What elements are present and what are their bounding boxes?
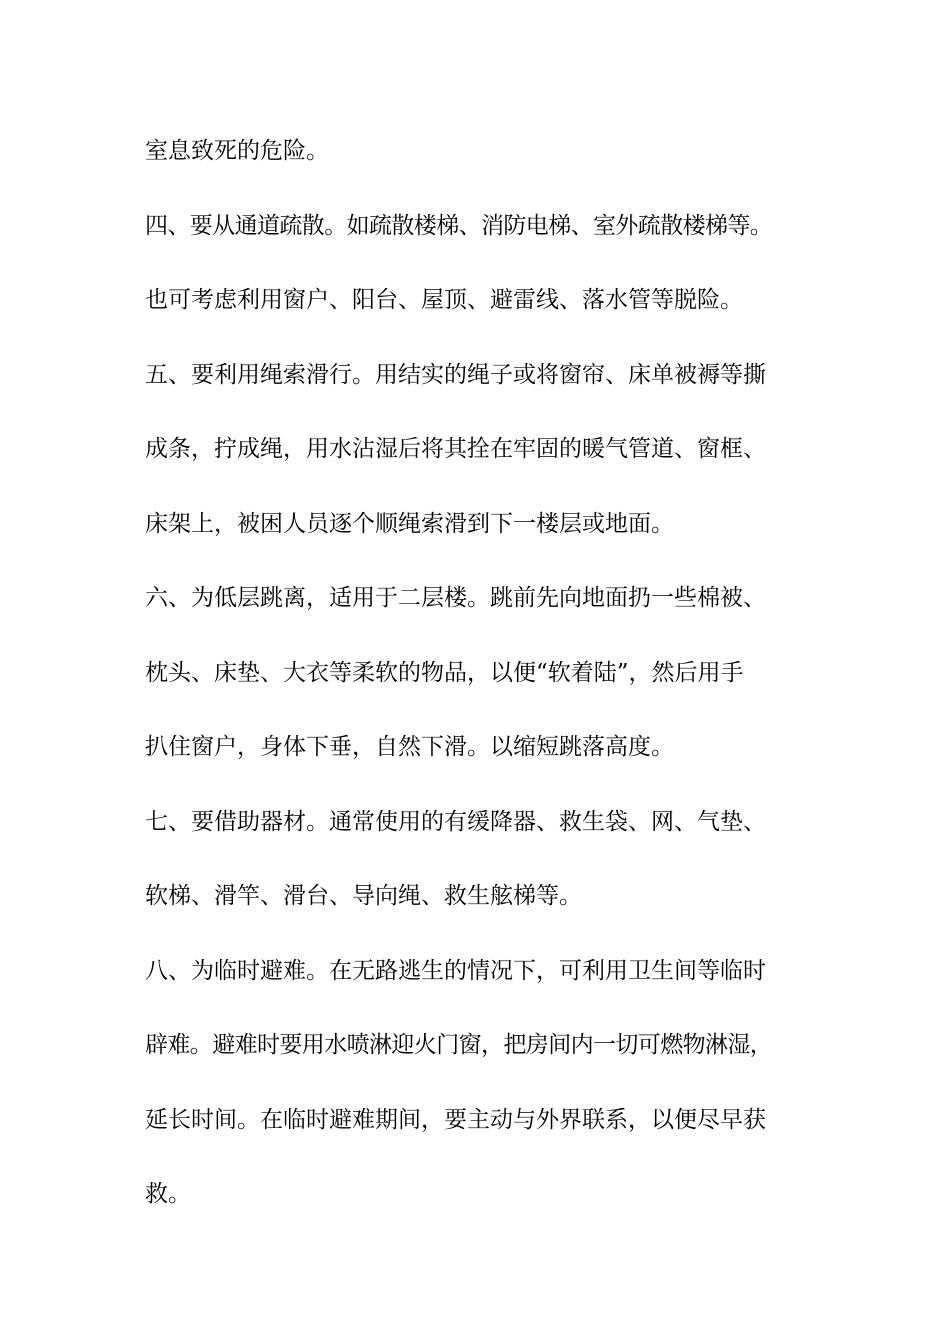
- text-line: 七、要借助器材。通常使用的有缓降器、救生袋、网、气垫、: [145, 808, 766, 835]
- text-line: 四、要从通道疏散。如疏散楼梯、消防电梯、室外疏散楼梯等。: [145, 212, 773, 239]
- text-line: 床架上，被困人员逐个顺绳索滑到下一楼层或地面。: [145, 510, 674, 537]
- text-line: 延长时间。在临时避难期间，要主动与外界联系，以便尽早获: [145, 1106, 766, 1133]
- text-line: 扒住窗户，身体下垂，自然下滑。以缩短跳落高度。: [145, 734, 674, 760]
- text-line: 五、要利用绳索滑行。用结实的绳子或将窗帘、床单被褥等撕: [145, 361, 766, 388]
- text-line: 成条，拧成绳，用水沾湿后将其拴在牢固的暖气管道、窗框、: [145, 436, 766, 462]
- text-line: 辟难。避难时要用水喷淋迎火门窗，把房间内一切可燃物淋湿，: [145, 1032, 773, 1058]
- text-line: 也可考虑利用窗户、阳台、屋顶、避雷线、落水管等脱险。: [145, 287, 743, 313]
- text-line: 软梯、滑竿、滑台、导向绳、救生舷梯等。: [145, 883, 582, 909]
- text-line: 室息致死的危险。: [145, 138, 329, 164]
- text-line: 救。: [145, 1181, 191, 1207]
- text-line: 八、为临时避难。在无路逃生的情况下，可利用卫生间等临时: [145, 957, 766, 984]
- text-line: 枕头、床垫、大衣等柔软的物品，以便“软着陆”，然后用手: [145, 659, 744, 686]
- body-text: [145, 128, 865, 1246]
- text-line: 六、为低层跳离，适用于二层楼。跳前先向地面扔一些棉被、: [145, 585, 766, 611]
